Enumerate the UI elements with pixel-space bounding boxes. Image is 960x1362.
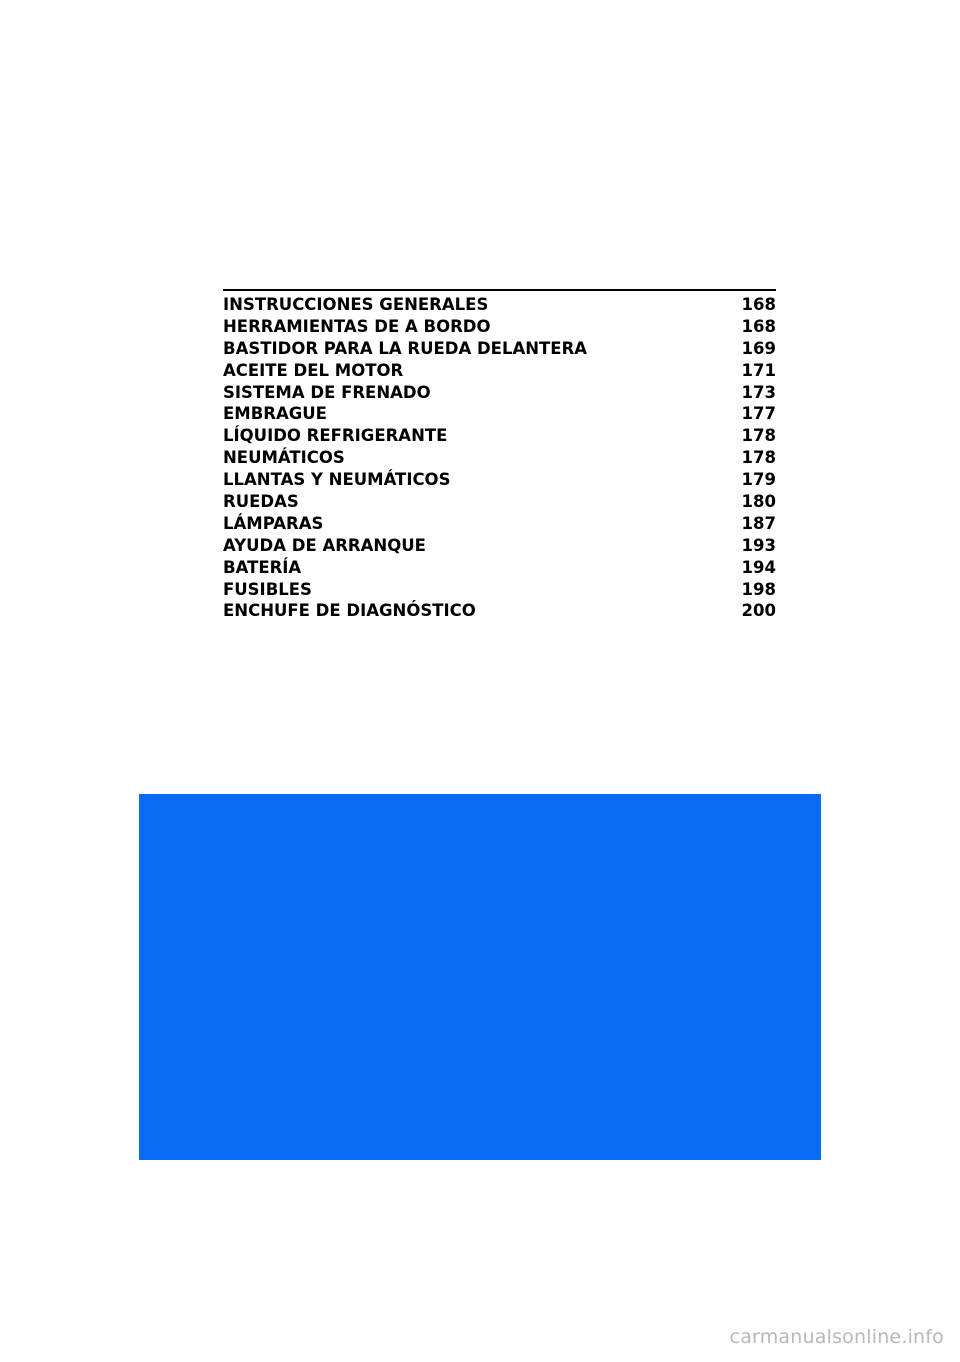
table-of-contents [223,289,776,622]
toc-entry-page: 171 [741,360,776,380]
toc-entry[interactable] [223,600,776,622]
toc-entry-title: ACEITE DEL MOTOR [223,360,404,380]
toc-entry-page: 187 [741,513,776,533]
toc-entry-title: ENCHUFE DE DIAGNÓSTICO [223,601,476,621]
toc-entry-title: BASTIDOR PARA LA RUEDA DELANTERA [223,338,588,358]
toc-entry[interactable] [223,469,776,491]
toc-entry-title: FUSIBLES [223,579,312,599]
toc-entry[interactable] [223,535,776,557]
toc-entry[interactable] [223,447,776,469]
toc-entry-page: 169 [741,338,776,358]
toc-entry-title: NEUMÁTICOS [223,448,345,468]
toc-entry-title: BATERÍA [223,557,302,577]
toc-entry-title: LÁMPARAS [223,513,324,533]
toc-entry[interactable] [223,425,776,447]
toc-entry-page: 178 [741,426,776,446]
toc-entry-page: 173 [741,382,776,402]
toc-entry[interactable] [223,360,776,382]
toc-entry-title: LLANTAS Y NEUMÁTICOS [223,470,451,490]
toc-entry[interactable] [223,382,776,404]
toc-entry[interactable] [223,338,776,360]
toc-entry-page: 179 [741,470,776,490]
toc-entry-title: EMBRAGUE [223,404,327,424]
toc-entry[interactable] [223,403,776,425]
toc-entry-page: 200 [741,601,776,621]
toc-entry[interactable] [223,316,776,338]
toc-entry-title: RUEDAS [223,492,299,512]
toc-entry[interactable] [223,557,776,579]
toc-entry-page: 168 [741,316,776,336]
toc-entry-title: INSTRUCCIONES GENERALES [223,295,489,314]
toc-entry-page: 168 [741,295,776,314]
toc-entry-title: AYUDA DE ARRANQUE [223,535,426,555]
toc-entry-page: 178 [741,448,776,468]
watermark-text: carmanualsonline.info [729,1326,944,1348]
blue-cover-panel [139,794,821,1160]
toc-entry[interactable] [223,491,776,513]
toc-entry-page: 180 [741,492,776,512]
toc-entry-page: 193 [741,535,776,555]
toc-entry-title: LÍQUIDO REFRIGERANTE [223,426,448,446]
toc-entry-title: HERRAMIENTAS DE A BORDO [223,316,491,336]
toc-entry-page: 198 [741,579,776,599]
toc-entry[interactable] [223,579,776,601]
toc-entry-page: 177 [741,404,776,424]
toc-entry[interactable] [223,513,776,535]
toc-entry-title: SISTEMA DE FRENADO [223,382,431,402]
toc-entry[interactable] [223,294,776,316]
toc-entry-page: 194 [741,557,776,577]
